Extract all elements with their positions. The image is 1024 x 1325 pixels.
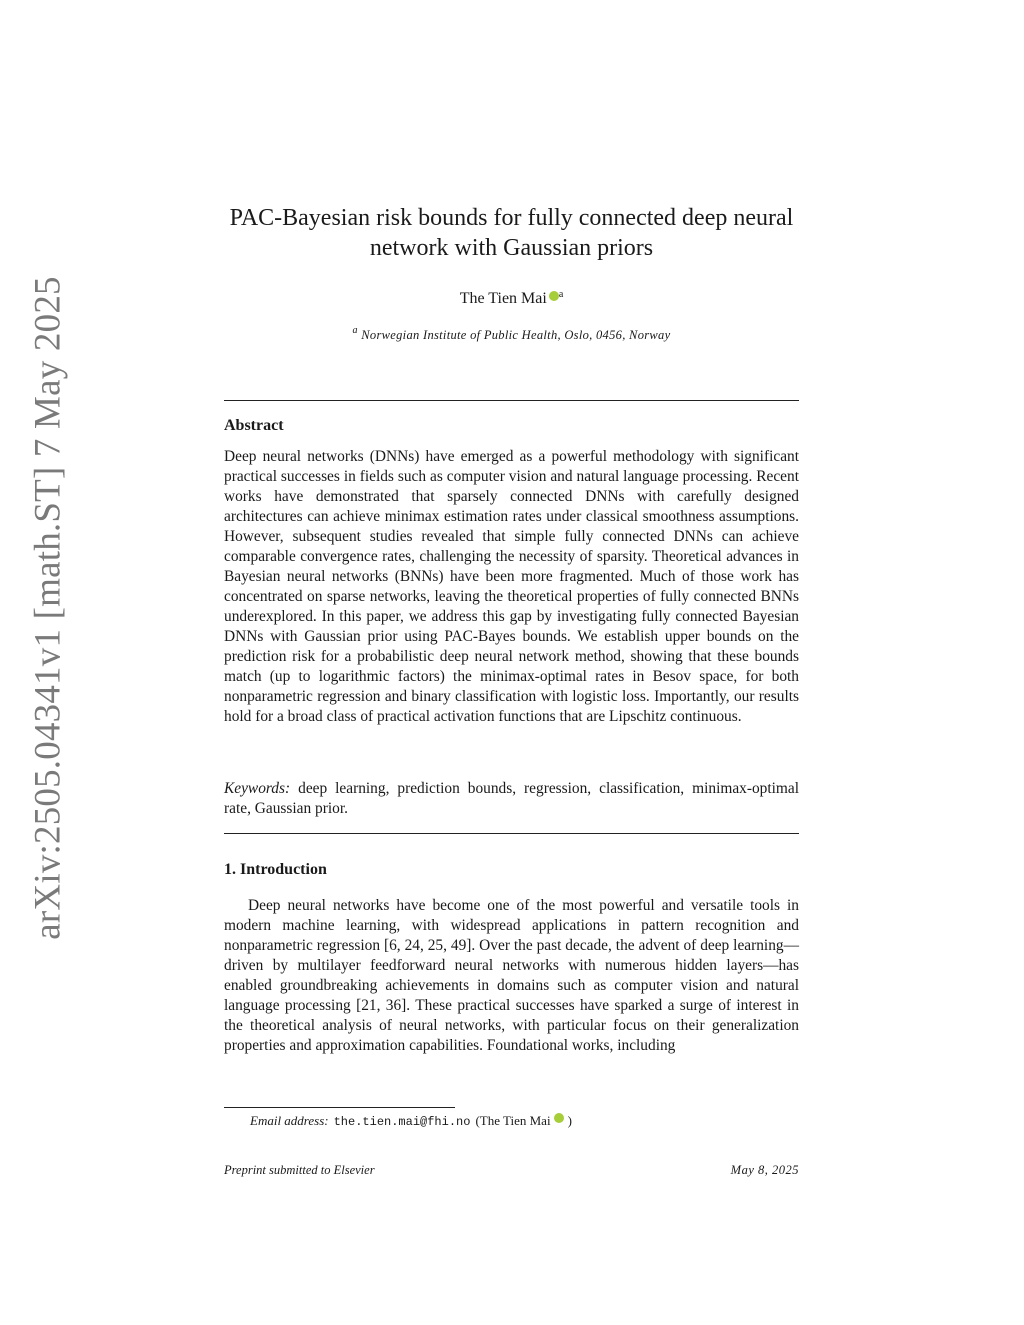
footnote-open-paren: (: [475, 1113, 480, 1128]
affiliation: [224, 325, 799, 343]
footnote: [250, 1113, 572, 1129]
footnote-orcid-icon[interactable]: [554, 1113, 564, 1123]
abstract-bottom-rule: [224, 833, 799, 834]
arxiv-side-stamp: [16, 275, 80, 940]
author-name: The Tien Mai: [459, 290, 547, 307]
keywords-text: deep learning, prediction bounds, regression, classification, minimax-optimal rate, Gaussian prior.: [224, 780, 799, 817]
footer-preprint-note: Preprint submitted to Elsevier: [224, 1163, 375, 1177]
paper-title: PAC-Bayesian risk bounds for fully connected deep neural network with Gaussian priors: [229, 205, 794, 261]
arxiv-id-text: arXiv:2505.04341v1 [math.ST] 7 May 2025: [27, 275, 69, 940]
author-line: [224, 289, 799, 308]
affiliation-mark: a: [352, 325, 358, 336]
footnote-email-label: Email address:: [250, 1113, 329, 1128]
introduction-body: Deep neural networks have become one of the most powerful and versatile tools in modern machine learning, with widespread applications in pattern recognition and nonparametric regression [6, 24, 25, 49]. Over the past decade, the advent of deep learning—driven by multilayer feedforward neural networks with numerous hidden layers—has enabled groundbreaking achievements in domains such as computer vision and natural language processing [21, 36]. These practical successes have sparked a surge of interest in the theoretical analysis of neural networks, with particular focus on their generalization properties and approximation capabilities. Foundational works, including: [224, 897, 799, 1054]
orcid-icon[interactable]: [549, 291, 559, 301]
keywords-label: Keywords:: [224, 780, 291, 797]
introduction-heading: 1. Introduction: [224, 861, 327, 878]
abstract-top-rule: [224, 400, 799, 401]
author-affiliation-mark: a: [558, 289, 564, 300]
footnote-author-name: The Tien Mai: [479, 1113, 551, 1128]
keywords: [224, 779, 799, 819]
footnote-email-link[interactable]: the.tien.mai@fhi.no: [333, 1115, 471, 1129]
footnote-close-paren: ): [567, 1113, 572, 1128]
abstract-body: Deep neural networks (DNNs) have emerged as a powerful methodology with significant practical successes in fields such as computer vision and natural language processing. Recent works have demonstrated that sparsely connected DNNs with carefully designed architectures can achieve minimax estimation rates under classical smoothness assumptions. However, subsequent studies revealed that simple fully connected DNNs can achieve comparable convergence rates, challenging the necessity of sparsity. Theoretical advances in Bayesian neural networks (BNNs) have been more fragmented. Much of those work has concentrated on sparse networks, leaving the theoretical properties of fully connected BNNs underexplored. In this paper, we address this gap by investigating fully connected Bayesian DNNs with Gaussian prior using PAC-Bayes bounds. We establish upper bounds on the prediction risk for a probabilistic deep neural network method, showing that these bounds match (up to logarithmic factors) the minimax-optimal rates in Besov space, for both nonparametric regression and binary classification with logistic loss. Importantly, our results hold for a broad class of practical activation functions that are Lipschitz continuous.: [224, 448, 799, 725]
footer-date: May 8, 2025: [730, 1163, 799, 1177]
abstract-heading: Abstract: [224, 417, 284, 434]
affiliation-text: Norwegian Institute of Public Health, Oslo, 0456, Norway: [361, 328, 671, 342]
footnote-rule: [224, 1107, 455, 1108]
